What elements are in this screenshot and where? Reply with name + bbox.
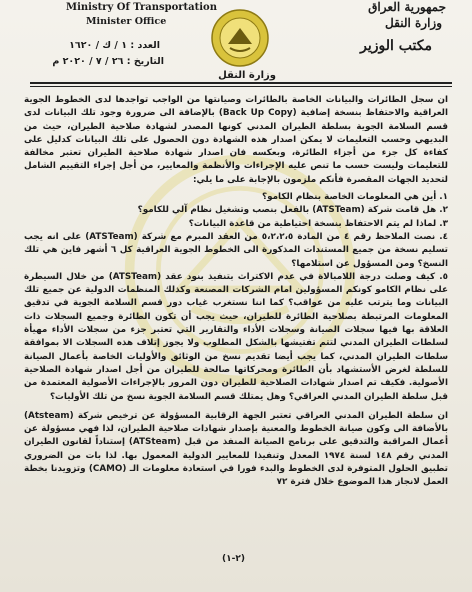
question-4: ٤. نصت الملاحظ رقم ٤ من المادة ٥،٢،٢،٥ من العقد المبرم مع شركة (ATSTeam) على انه يجب تسليم نسخة من جميع المستندات المذكورة الى الخطوط الجوية العراقية كل ٦ أشهر فاين هي تلك النسخ؟ ومن المسؤول عن استلامها؟ xyxy=(24,231,448,269)
reference-date: التاريخ : ٢٦ / ٧ / ٢٠٢٠ م xyxy=(52,56,164,67)
closing-paragraph: ان سلطة الطيران المدني العراقي تعتبر الجهة الرقابية المسؤولة عن ترخيص شركة (Atsteam) بالأضافة الى وكون صيانة الخطوط والمعنية بإصدار شهادات صلاحية الطيران، لذا فهي مسؤولة عن أعمال المراقبة والتدقيق على برنامج الصيانة المنفذ من قبل (ATSteam) إستناداً لقانون الطيران المدني رقم ١٤٨ لسنة ١٩٧٤ المعدل وتنفيذا للمعايير الدولية المعمول بها. لذا بات من الضروري تطبيق الحلول المتوفرة لدى الخطوط والبدء فورا في استعادة معلومات الـ (CAMO) وتزويدنا بخطة العمل لانجاز هذا الموضوع خلال فترة ٧٢ xyxy=(24,410,448,488)
republic-ar-title: جمهورية العراق xyxy=(368,0,446,14)
ministry-ar-title: وزارة النقل xyxy=(385,16,442,30)
question-3: ٣. لماذا لم يتم الاحتفاظ بنسخة احتياطية من قاعدة البيانات؟ xyxy=(188,218,448,229)
ministry-en-title: Ministry Of Transportation xyxy=(66,2,217,13)
question-5: ٥. كيف وصلت درجة اللامبالاة في عدم الاكتراث بتنفيذ بنود عقد (ATSTeam) من خلال السيطرة على نظام الكامو كونكم المسؤولين امام الشركات المصنعة وكذلك المنظمات الدولية عن جميع تلك البيانات وما يترتب عليه من عواقب؟ كما اننا نستغرب غياب دور قسم السلامة الجوية في تدقيق المعلومات المرتبطة بصلاحية الطائرة للطيران، حيث يجب أن تكون الطائرة وجميع السجلات ذات العلاقة بها فيها سجلات الصيانة وسجلات الأداء والتقارير التي تعتبر جزء من سجلات الأداء مهيأة لسلطات الطيران المدني لتتم تفتيشها بالشكل المطلوب ولا يجوز إتلاف هذه السجلات الا بموافقة سلطات الطيران المدني، كما يجب أيضا تقديم نسخ من الوثائق والأوليات الخاصة بأعمال الصيانة للسلطة لغرض الأستشهاد بأن الطائرة ومحركاتها صالحة للطيران من أجل اصدار شهادة الصلاحية الأصولية. فكيف تم اصدار شهادات الصلاحية للطيران دون المرور بالإجراءات الأصولية المعتمدة من قبل سلطة الطيران المدني العراقي؟ وهل يمتلك قسم السلامة الجوية نسخ من تلك الأوليات؟ xyxy=(24,271,448,402)
question-2: ٢. هل قامت شركة (ATSTeam) بالفعل بنصب وتشغيل نظام آلي للكامو؟ xyxy=(137,205,448,216)
header-divider-thin xyxy=(30,86,452,87)
ministry-seal-icon xyxy=(210,8,270,68)
office-en-title: Minister Office xyxy=(86,16,167,27)
letter-body xyxy=(24,94,448,562)
question-1: ١. أين هي المعلومات الخاصة بنظام الكامو؟ xyxy=(261,192,448,203)
header-divider xyxy=(30,82,452,84)
reference-number: العدد : ١ / ك / ١٦٢٠ xyxy=(69,40,160,51)
page-number: (٢-١) xyxy=(222,554,245,564)
minister-office-ar-title: مكتب الوزير xyxy=(360,38,432,54)
intro-paragraph: ان سجل الطائرات والبيانات الخاصة بالطائرات وصيانتها من الواجب تواجدها لدى الخطوط الجوية العراقية والاحتفاظ بنسخة إضافية (Back Up Copy) بالإضافة الى ضرورة وجود تلك البيانات لدى قسم السلامة الجوية بسلطة الطيران المدني كونها المصدر لشهادة صلاحية الطيران، حيث من البديهي وحسب التعليمات لا يمكن اصدار هذه الشهادة دون الحصول على تلك البيانات كدليل على كفاءة كل جزء من أجزاء الطائرة، وبعكسه فان اصدار شهادة صلاحية الطيران تعتبر مخالفة للتعليمات وليست حسب ما تنص عليه الإجراءات والأنظمة والمعايير، من أجل إجراء التقييم الشامل لتحديد الجهات المقصرة فأنكم ملزمون بالإجابة على ما يلي: xyxy=(24,95,448,185)
ministry-name-label: وزارة النقل xyxy=(218,70,276,81)
